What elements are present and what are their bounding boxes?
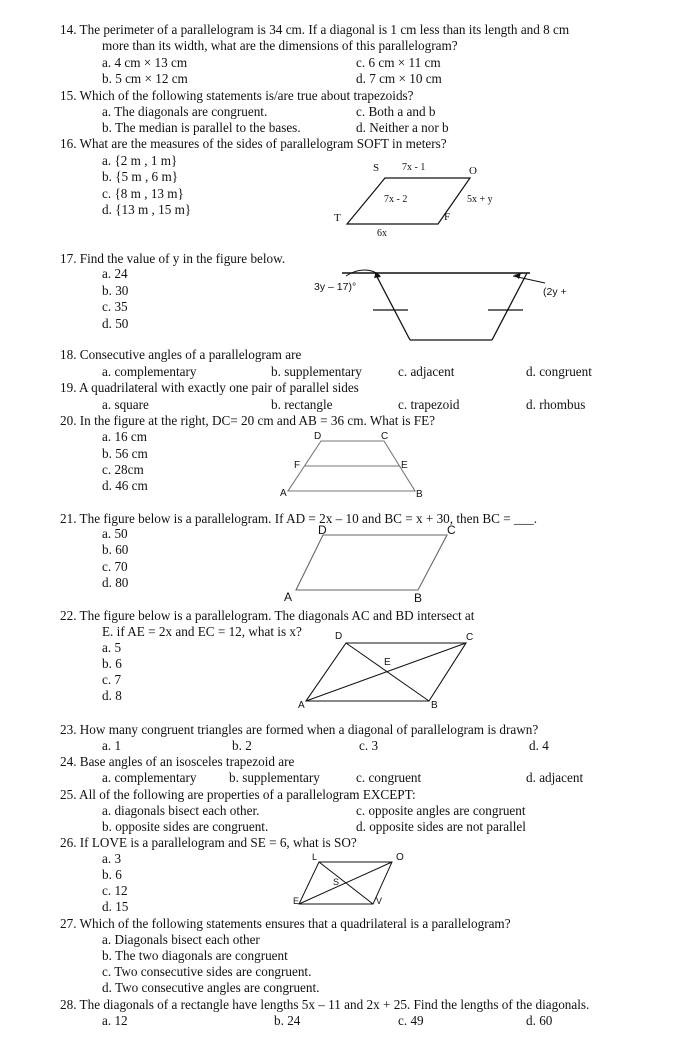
q24-option-b: b. supplementary: [229, 770, 320, 785]
q25-option-d: d. opposite sides are not parallel: [356, 819, 526, 834]
q20-label-e: E: [401, 460, 408, 471]
q27-stem: 27. Which of the following statements ensures that a quadrilateral is a parallelogram?: [60, 916, 511, 931]
q18-option-a: a. complementary: [102, 364, 197, 379]
q15-option-d: d. Neither a nor b: [356, 120, 449, 135]
q27-option-c: c. Two consecutive sides are congruent.: [102, 964, 312, 979]
q22-option-c: c. 7: [102, 672, 122, 687]
q23-option-d: d. 4: [529, 738, 549, 753]
q27-option-a: a. Diagonals bisect each other: [102, 932, 260, 947]
q14-stem-cont: more than its width, what are the dimensions of this parallelogram?: [102, 38, 458, 53]
q21-label-c: C: [447, 523, 456, 537]
q16-label-diag: 7x - 2: [384, 194, 408, 205]
q20-label-d: D: [314, 431, 322, 442]
q22-label-e: E: [384, 657, 391, 668]
q23-option-a: a. 1: [102, 738, 122, 753]
q26-option-c: c. 12: [102, 883, 128, 898]
q15-option-c: c. Both a and b: [356, 104, 436, 119]
q20-option-b: b. 56 cm: [102, 446, 148, 461]
q26-option-a: a. 3: [102, 851, 122, 866]
q26-label-o: O: [396, 852, 404, 863]
q21-label-d: D: [318, 523, 327, 537]
q21-stem: 21. The figure below is a parallelogram. If AD = 2x – 10 and BC = x + 30, then BC = ___.: [60, 511, 538, 526]
q16-option-d: d. {13 m , 15 m}: [102, 202, 192, 217]
q17-label-right-angle: (2y +: [543, 286, 567, 298]
q16-option-a: a. {2 m , 1 m}: [102, 153, 178, 168]
q18-stem: 18. Consecutive angles of a parallelogram are: [60, 347, 302, 362]
q16-stem: 16. What are the measures of the sides of parallelogram SOFT in meters?: [60, 136, 447, 151]
q22-label-d: D: [335, 631, 343, 642]
q22-label-c: C: [466, 632, 474, 643]
q16-label-o: O: [469, 165, 477, 177]
q14-option-d: d. 7 cm × 10 cm: [356, 71, 442, 86]
q19-option-d: d. rhombus: [526, 397, 586, 412]
q16-label-t: T: [334, 212, 341, 224]
q20-label-a: A: [280, 488, 287, 499]
q16-label-s: S: [373, 162, 380, 174]
q27-option-d: d. Two consecutive angles are congruent.: [102, 980, 320, 995]
q22-option-d: d. 8: [102, 688, 122, 703]
q20-option-c: c. 28cm: [102, 462, 144, 477]
q25-option-c: c. opposite angles are congruent: [356, 803, 526, 818]
q14-option-b: b. 5 cm × 12 cm: [102, 71, 188, 86]
q20-label-b: B: [416, 489, 423, 500]
q22-label-b: B: [431, 700, 438, 711]
q21-label-a: A: [284, 590, 293, 604]
q15-option-b: b. The median is parallel to the bases.: [102, 120, 301, 135]
q21-option-c: c. 70: [102, 559, 128, 574]
q26-stem: 26. If LOVE is a parallelogram and SE = 6, what is SO?: [60, 835, 357, 850]
q15-option-a: a. The diagonals are congruent.: [102, 104, 268, 119]
q23-option-c: c. 3: [359, 738, 379, 753]
q20-option-d: d. 46 cm: [102, 478, 148, 493]
q17-label-left-angle: 3y – 17)°: [314, 281, 357, 293]
q19-stem: 19. A quadrilateral with exactly one pair of parallel sides: [60, 380, 359, 395]
q19-option-b: b. rectangle: [271, 397, 333, 412]
q28-option-d: d. 60: [526, 1013, 553, 1028]
q28-option-b: b. 24: [274, 1013, 301, 1028]
q20-stem: 20. In the figure at the right, DC= 20 cm and AB = 36 cm. What is FE?: [60, 413, 436, 428]
q25-option-b: b. opposite sides are congruent.: [102, 819, 269, 834]
q21-option-b: b. 60: [102, 542, 129, 557]
q17-option-a: a. 24: [102, 266, 128, 281]
q26-option-b: b. 6: [102, 867, 122, 882]
q20-label-c: C: [381, 431, 389, 442]
q23-option-b: b. 2: [232, 738, 252, 753]
q24-option-a: a. complementary: [102, 770, 197, 785]
q28-option-a: a. 12: [102, 1013, 128, 1028]
q22-option-b: b. 6: [102, 656, 122, 671]
q28-stem: 28. The diagonals of a rectangle have lengths 5x – 11 and 2x + 25. Find the lengths of the diagonals.: [60, 997, 590, 1012]
q15-stem: 15. Which of the following statements is/are true about trapezoids?: [60, 88, 414, 103]
q16-label-right: 5x + y: [467, 194, 493, 205]
q18-option-d: d. congruent: [526, 364, 592, 379]
q26-option-d: d. 15: [102, 899, 129, 914]
q19-option-c: c. trapezoid: [398, 397, 460, 412]
q24-option-c: c. congruent: [356, 770, 422, 785]
q23-stem: 23. How many congruent triangles are formed when a diagonal of parallelogram is drawn?: [60, 722, 539, 737]
q26-label-s: S: [333, 877, 340, 887]
q20-label-f: F: [294, 460, 301, 471]
q16-option-b: b. {5 m , 6 m}: [102, 169, 179, 184]
q16-label-f: F: [444, 211, 451, 223]
q22-option-a: a. 5: [102, 640, 122, 655]
q17-option-d: d. 50: [102, 316, 129, 331]
q26-label-e: E: [293, 896, 300, 906]
q22-label-a: A: [298, 700, 305, 711]
q17-option-b: b. 30: [102, 283, 129, 298]
q14-stem: 14. The perimeter of a parallelogram is 34 cm. If a diagonal is 1 cm less than its length and 8 cm: [60, 22, 570, 37]
q21-label-b: B: [414, 591, 423, 605]
q18-option-c: c. adjacent: [398, 364, 455, 379]
q16-option-c: c. {8 m , 13 m}: [102, 186, 184, 201]
q18-option-b: b. supplementary: [271, 364, 362, 379]
q21-option-a: a. 50: [102, 526, 128, 541]
q24-option-d: d. adjacent: [526, 770, 584, 785]
q17-stem: 17. Find the value of y in the figure below.: [60, 251, 286, 266]
q25-option-a: a. diagonals bisect each other.: [102, 803, 260, 818]
q16-label-top: 7x - 1: [402, 162, 426, 173]
q26-label-l: L: [312, 852, 318, 862]
q26-label-v: V: [376, 896, 383, 906]
q17-option-c: c. 35: [102, 299, 128, 314]
q28-option-c: c. 49: [398, 1013, 424, 1028]
q25-stem: 25. All of the following are properties of a parallelogram EXCEPT:: [60, 787, 416, 802]
q16-label-bottom: 6x: [377, 228, 387, 239]
q21-option-d: d. 80: [102, 575, 129, 590]
q19-option-a: a. square: [102, 397, 149, 412]
q20-option-a: a. 16 cm: [102, 429, 148, 444]
q22-stem-cont: E. if AE = 2x and EC = 12, what is x?: [102, 624, 302, 639]
q22-stem: 22. The figure below is a parallelogram. The diagonals AC and BD intersect at: [60, 608, 475, 623]
q27-option-b: b. The two diagonals are congruent: [102, 948, 288, 963]
q14-option-c: c. 6 cm × 11 cm: [356, 55, 441, 70]
q14-option-a: a. 4 cm × 13 cm: [102, 55, 188, 70]
q24-stem: 24. Base angles of an isosceles trapezoid are: [60, 754, 295, 769]
